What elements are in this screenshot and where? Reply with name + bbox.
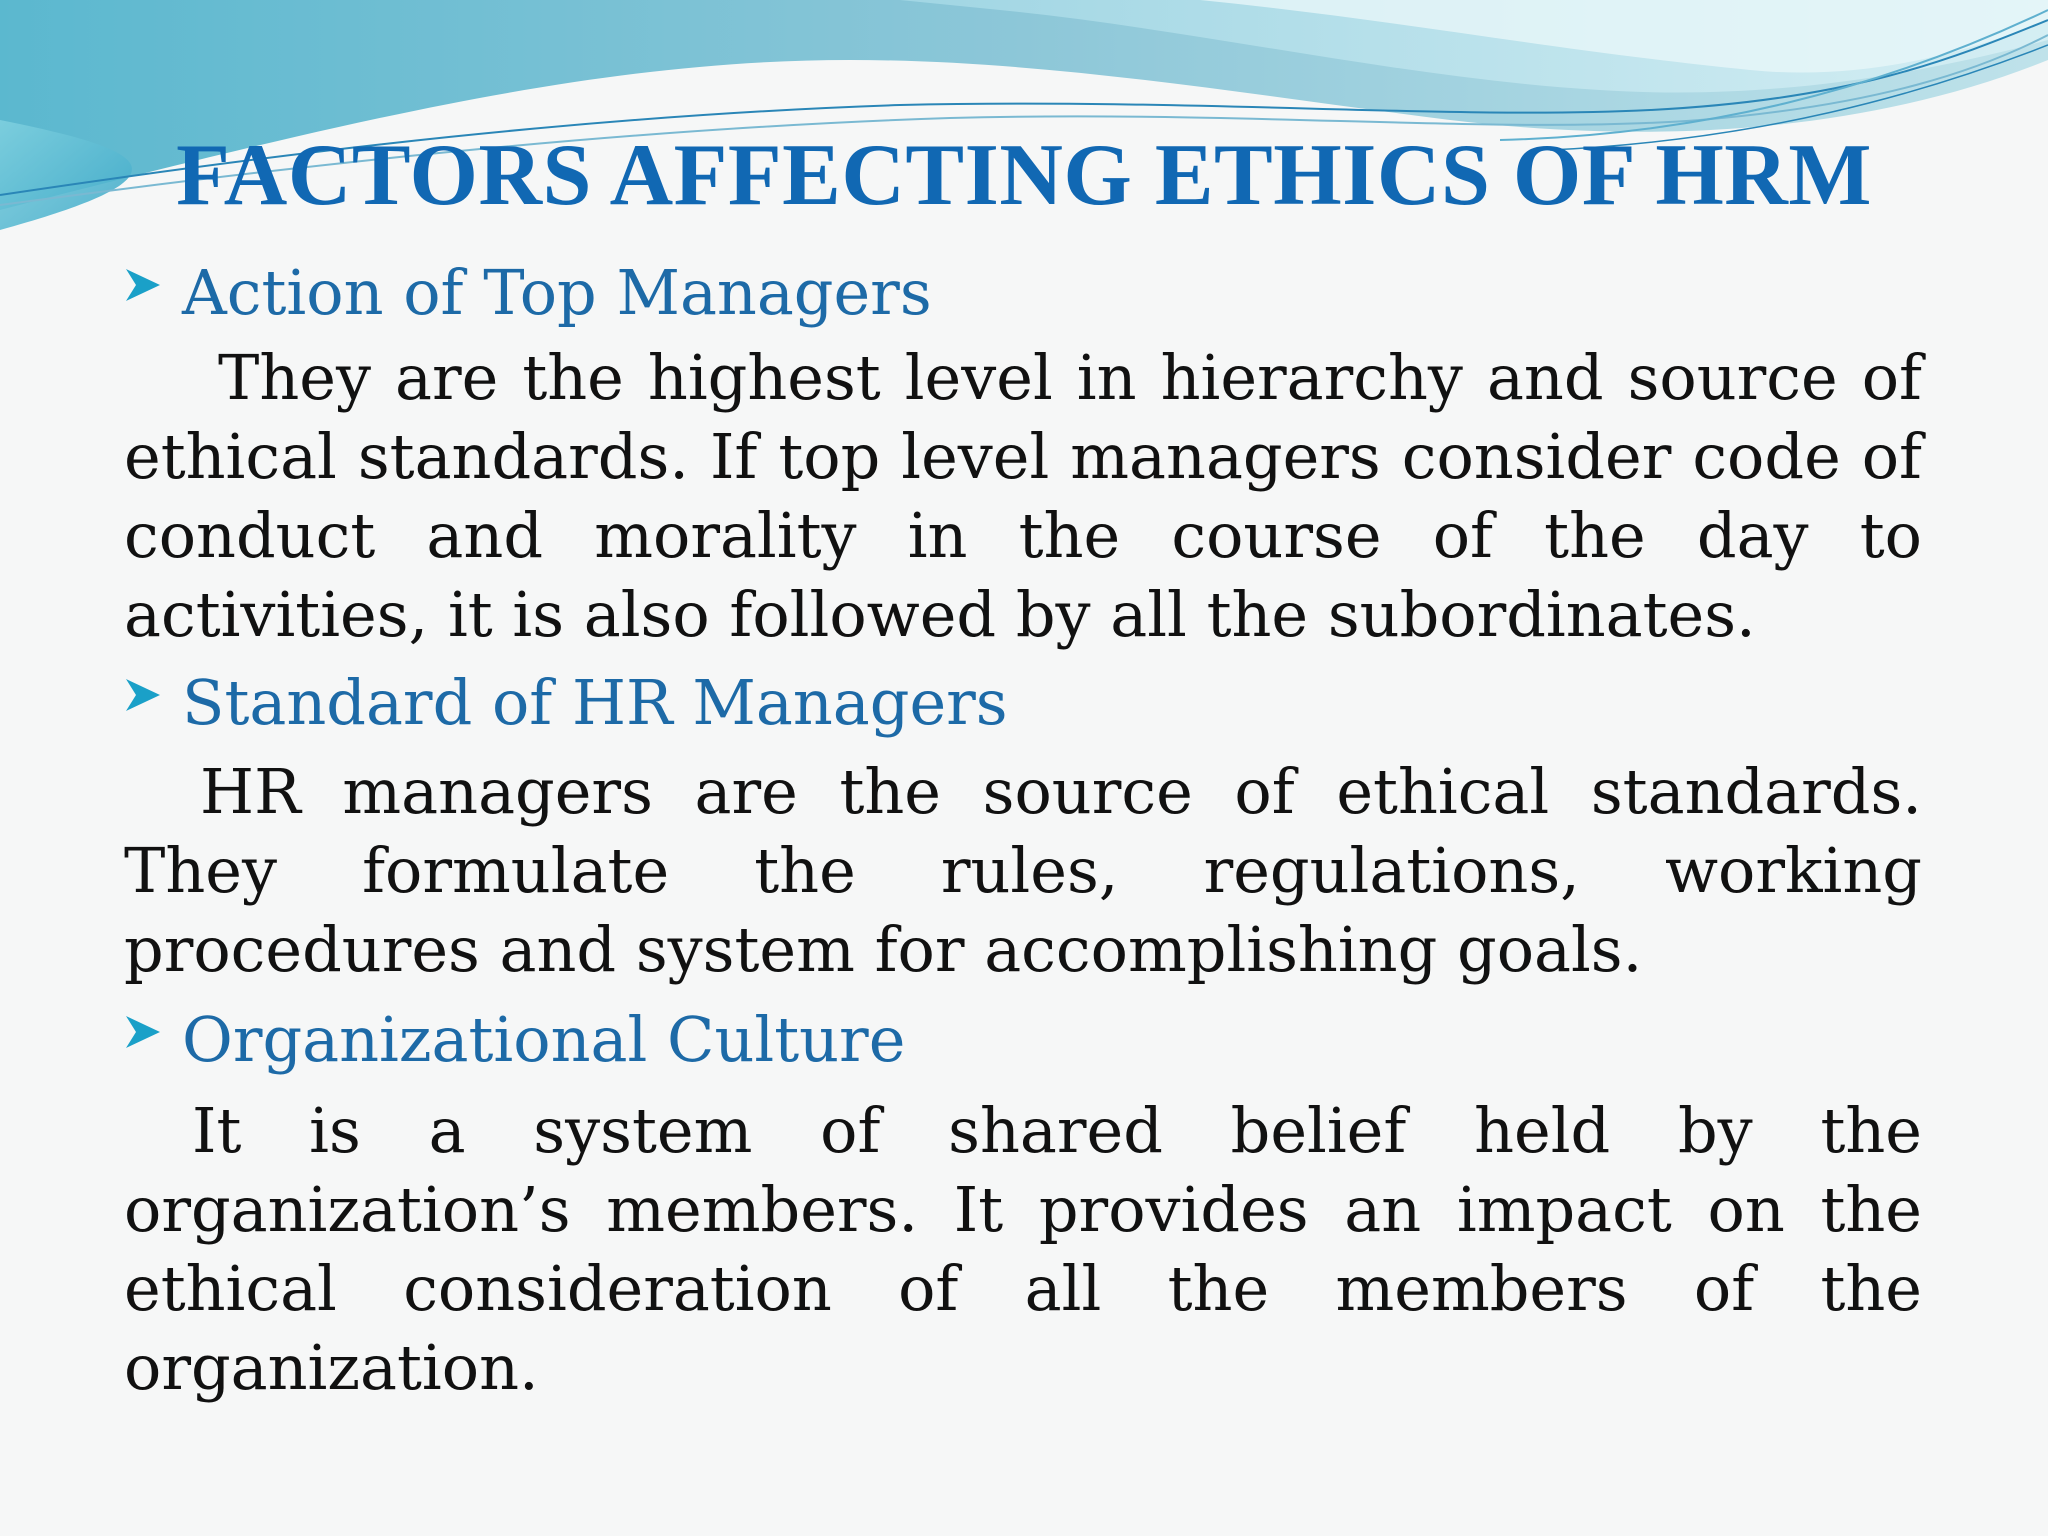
section-heading-text: Standard of HR Managers bbox=[182, 665, 1008, 739]
slide-content bbox=[124, 250, 1922, 1407]
section-body-2: HR managers are the source of ethical standards. They formulate the rules, regulations, working procedures and system for accomplishing goals. bbox=[124, 755, 1922, 986]
section-heading-text: Action of Top Managers bbox=[182, 255, 932, 329]
section-heading-text: Organizational Culture bbox=[182, 1002, 906, 1076]
section-body-1: They are the highest level in hierarchy and source of ethical standards. If top level managers consider code of conduct and morality in the course of the day to activities, it is also followed by all the subordinates. bbox=[124, 341, 1922, 651]
arrowhead-bullet-icon bbox=[124, 265, 162, 305]
section-heading-2 bbox=[124, 660, 1922, 744]
section-heading-3 bbox=[124, 997, 1922, 1081]
slide-title: FACTORS AFFECTING ETHICS OF HRM bbox=[176, 127, 1872, 224]
arrowhead-bullet-icon bbox=[124, 675, 162, 715]
section-heading-1 bbox=[124, 250, 1922, 334]
section-body-3: It is a system of shared belief held by the organization’s members. It provides an impact on the ethical consideration of all the members of the organization. bbox=[124, 1094, 1922, 1404]
arrowhead-bullet-icon bbox=[124, 1012, 162, 1052]
